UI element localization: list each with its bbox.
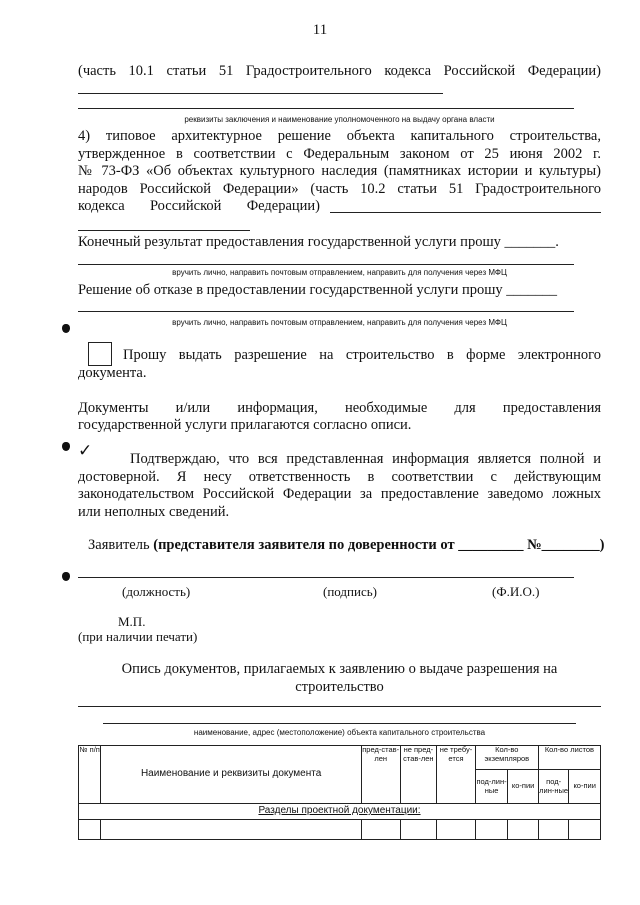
inventory-title-line2: строительство	[295, 679, 384, 695]
punch-hole-mark	[62, 324, 70, 333]
header-copies-group: Кол-во экземпляров	[475, 746, 538, 770]
confirm-line2: достоверной. Я несу ответственность в соответствии с действующим	[78, 469, 601, 485]
refusal-request: Решение об отказе в предоставлении государственной услуги прошу _______	[78, 282, 558, 298]
applicant-line	[88, 537, 605, 554]
header-not-required: не требу-ется	[437, 746, 476, 804]
fullname-label: (Ф.И.О.)	[492, 584, 540, 599]
fill-line	[78, 264, 574, 265]
table-header-row	[79, 746, 601, 770]
header-presented: пред-став-лен	[361, 746, 400, 804]
sub-copies-copies: ко-пии	[508, 770, 539, 804]
stamp-mp: М.П.	[118, 614, 146, 629]
item4-line2: утвержденное в соответствии с Федеральным законом от 25 июня 2002 г.	[78, 146, 601, 162]
confirm-line1: Подтверждаю, что вся представленная информация является полной и	[130, 451, 601, 467]
caption-object: наименование, адрес (местоположение) объекта капитального строительства	[193, 728, 486, 737]
item4-line4: народов Российской Федерации» (часть 10.2 статьи 51 Градостроительного	[78, 181, 601, 197]
documents-line2: государственной услуги прилагаются согласно описи.	[78, 417, 412, 433]
item4-line3: № 73-ФЗ «Об объектах культурного наследия (памятниках истории и культуры)	[78, 163, 601, 179]
documents-line1: Документы и/или информация, необходимые для предоставления	[78, 400, 601, 416]
fill-line	[78, 108, 574, 109]
documents-table	[78, 745, 601, 840]
signature-line	[78, 577, 574, 578]
section-design-docs: Разделы проектной документации:	[79, 804, 601, 820]
signature-label: (подпись)	[323, 584, 377, 599]
header-name: Наименование и реквизиты документа	[101, 746, 361, 804]
sub-sheets-copies: ко-пии	[569, 770, 601, 804]
caption-delivery-result: вручить лично, направить почтовым отправлением, направить для получения через МФЦ	[172, 268, 507, 277]
stamp-note: (при наличии печати)	[78, 629, 198, 644]
fill-line	[78, 311, 574, 312]
caption-conclusion: реквизиты заключения и наименование уполномоченного на выдачу органа власти	[184, 115, 495, 124]
fill-line	[103, 723, 576, 724]
page-number: 11	[312, 22, 328, 38]
sub-sheets-originals: под-лин-ные	[538, 770, 569, 804]
punch-hole-mark	[62, 442, 70, 451]
header-not-presented: не пред-став-лен	[400, 746, 437, 804]
fill-line	[78, 230, 250, 231]
fill-line	[78, 706, 601, 707]
electronic-line1: Прошу выдать разрешение на строительство в форме электронного	[123, 347, 601, 363]
sub-copies-originals: под-лин-ные	[475, 770, 508, 804]
legal-reference-10-1: (часть 10.1 статьи 51 Градостроительного кодекса Российской Федерации)	[78, 63, 601, 79]
caption-delivery-refusal: вручить лично, направить почтовым отправлением, направить для получения через МФЦ	[172, 318, 507, 327]
table-row	[79, 820, 601, 840]
item4-line5: кодекса Российской Федерации)	[78, 198, 320, 214]
header-num: № п/п	[79, 746, 101, 804]
confirm-line3: законодательством Российской Федерации за предоставление заведомо ложных	[78, 486, 601, 502]
applicant-representative: (представителя заявителя по доверенности от _________ №________)	[153, 537, 605, 553]
result-request: Конечный результат предоставления государственной услуги прошу _______.	[78, 234, 559, 250]
item4-line1: 4) типовое архитектурное решение объекта капитального строительства,	[78, 128, 601, 144]
confirm-checkmark: ✓	[78, 441, 93, 461]
header-sheets-group: Кол-во листов	[538, 746, 600, 770]
applicant-label: Заявитель	[88, 537, 150, 553]
table-section-row	[79, 804, 601, 820]
electronic-document-checkbox[interactable]	[88, 342, 112, 366]
inventory-title-line1: Опись документов, прилагаемых к заявлению о выдаче разрешения на	[121, 661, 558, 677]
fill-line	[330, 212, 601, 213]
punch-hole-mark	[62, 572, 70, 581]
position-label: (должность)	[122, 584, 191, 599]
electronic-line2: документа.	[78, 365, 147, 381]
confirm-line4: или неполных сведений.	[78, 504, 230, 520]
fill-line	[78, 93, 443, 94]
